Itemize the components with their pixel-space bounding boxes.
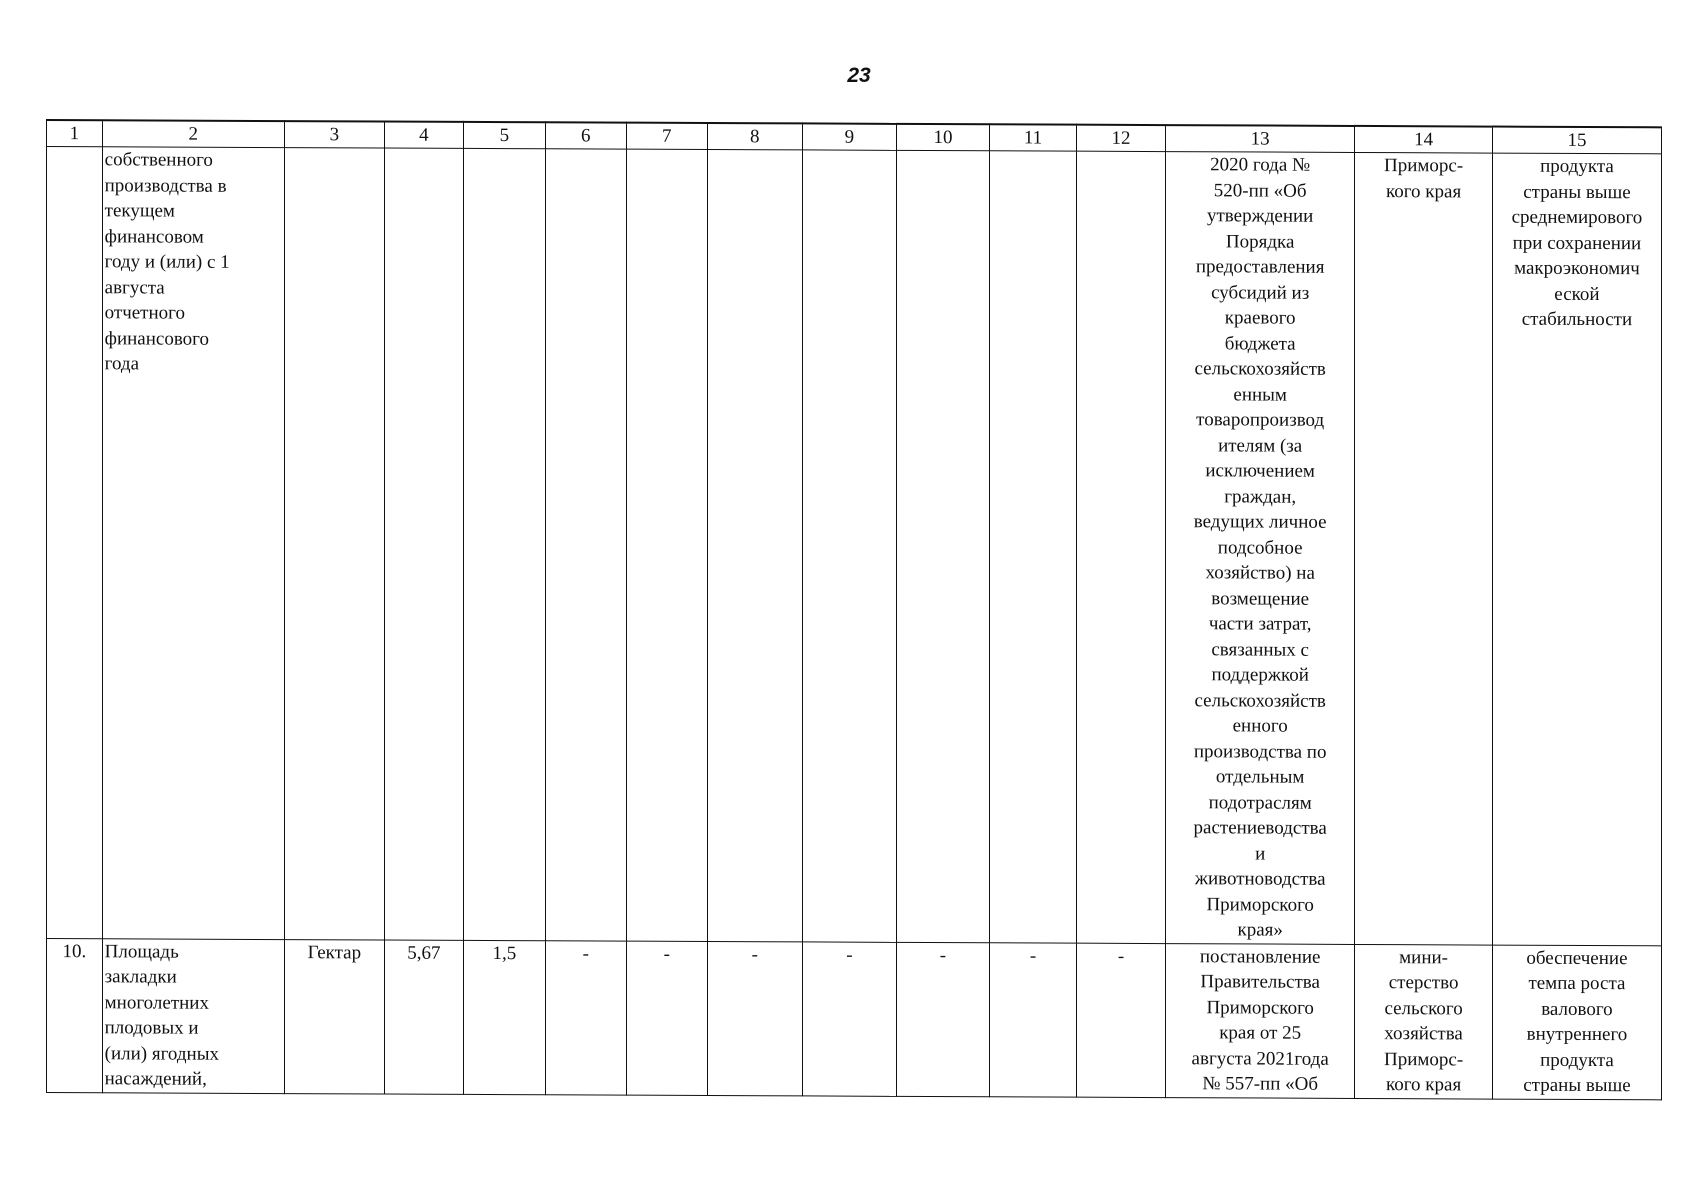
page-number: 23 [847,64,871,87]
column-header: 12 [1077,125,1166,152]
column-header: 14 [1355,126,1493,153]
indicators-table [46,119,1662,1100]
cell-value: - [545,940,626,1094]
cell-responsible: мини- стерство сельского хозяйства Приморс- кого края [1355,944,1493,1099]
cell-legal-basis: 2020 года № 520-пп «Об утверждении Порядка предоставления субсидий из краевого бюджета сельскохозяйств енным товаропроизвод ителям (за исключением граждан, ведущих личное подсобное хозяйство) на возмещение части затрат, связанных с поддержкой сельскохозяйств енного производства по отдельным подотраслям растениеводства и животноводства Приморского края» [1166,152,1355,944]
table-row-continued [47,147,1662,946]
cell-unit [284,148,384,940]
column-header: 1 [47,120,103,147]
cell-value [463,148,545,940]
cell-value: - [707,941,802,1095]
column-header: 3 [284,121,384,148]
column-header: 7 [626,123,707,150]
cell-value [990,151,1077,943]
column-header: 2 [102,120,284,147]
cell-value [626,149,707,941]
column-header: 4 [384,122,463,149]
column-header: 6 [545,122,626,149]
column-header: 9 [802,123,896,150]
column-header: 5 [463,122,545,149]
cell-value: - [802,941,896,1095]
cell-value: 1,5 [463,940,545,1094]
cell-number [47,147,103,939]
cell-indicator-name: Площадь закладки многолетних плодовых и (или) ягодных насаждений, [102,938,284,1093]
cell-legal-basis: постановление Правительства Приморского края от 25 августа 2021года № 557-пп «Об [1166,943,1355,1098]
column-header: 8 [707,123,802,150]
cell-value [545,149,626,941]
cell-value [1077,151,1166,943]
table-row-10 [47,938,1662,1099]
cell-value: 5,67 [384,940,463,1094]
cell-unit: Гектар [284,939,384,1093]
cell-value [384,148,463,940]
cell-indicator-name: собственного производства в текущем финансовом году и (или) с 1 августа отчетного финансового года [102,147,284,939]
cell-goal: продукта страны выше среднемирового при сохранении макроэкономич еской стабильности [1492,153,1661,945]
cell-responsible: Приморс- кого края [1355,152,1493,944]
cell-value [802,150,896,942]
cell-value: - [1077,943,1166,1097]
column-header: 10 [896,124,989,151]
cell-goal: обеспечение темпа роста валового внутреннего продукта страны выше [1492,945,1661,1100]
cell-value: - [990,942,1077,1096]
cell-value [707,150,802,942]
cell-value: - [896,942,989,1096]
cell-value: - [626,941,707,1095]
cell-number: 10. [47,938,103,1092]
cell-value [896,150,989,942]
column-header: 15 [1492,127,1661,154]
column-header: 13 [1166,125,1355,152]
column-header: 11 [990,124,1077,151]
